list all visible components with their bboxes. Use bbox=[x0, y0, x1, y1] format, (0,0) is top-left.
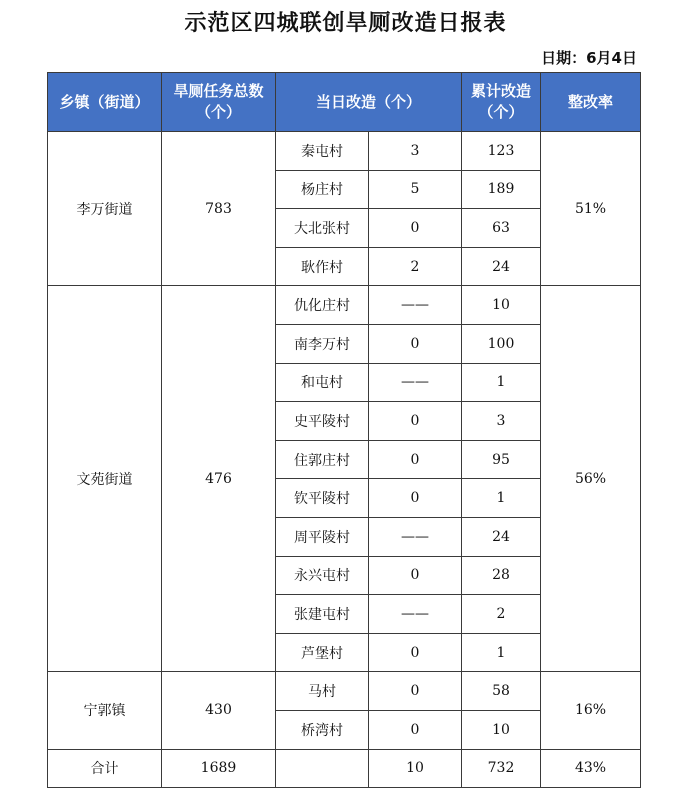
header-town bbox=[48, 73, 162, 132]
task-total-cell: 430 bbox=[162, 672, 276, 749]
today-count-cell: 0 bbox=[369, 672, 462, 711]
cumulative-count-cell: 24 bbox=[462, 517, 541, 556]
cumulative-count-cell: 100 bbox=[462, 324, 541, 363]
totals-rate-cell: 43% bbox=[541, 749, 641, 788]
cumulative-count-cell: 3 bbox=[462, 402, 541, 441]
header-cumulative bbox=[462, 73, 541, 132]
totals-row bbox=[48, 749, 641, 788]
header-task-total-label: 旱厕任务总数 bbox=[173, 82, 264, 100]
village-cell: 仇化庄村 bbox=[276, 286, 369, 325]
village-cell: 马村 bbox=[276, 672, 369, 711]
today-count-cell: 0 bbox=[369, 633, 462, 672]
today-count-cell: 0 bbox=[369, 402, 462, 441]
village-cell: 大北张村 bbox=[276, 209, 369, 248]
table-row bbox=[48, 132, 641, 171]
today-count-cell: 0 bbox=[369, 556, 462, 595]
header-rate-label: 整改率 bbox=[568, 92, 614, 111]
today-count-cell: 3 bbox=[369, 132, 462, 171]
cumulative-count-cell: 28 bbox=[462, 556, 541, 595]
village-cell: 南李万村 bbox=[276, 324, 369, 363]
village-cell: 秦屯村 bbox=[276, 132, 369, 171]
totals-village-cell bbox=[276, 749, 369, 788]
village-cell: 住郭庄村 bbox=[276, 440, 369, 479]
today-count-cell: —— bbox=[369, 517, 462, 556]
cumulative-count-cell: 189 bbox=[462, 170, 541, 209]
header-today bbox=[276, 73, 462, 132]
town-cell: 李万街道 bbox=[48, 132, 162, 286]
today-count-cell: 0 bbox=[369, 324, 462, 363]
cumulative-count-cell: 63 bbox=[462, 209, 541, 248]
header-today-label: 当日改造（个） bbox=[316, 92, 422, 111]
header-cumulative-label: 累计改造 bbox=[471, 82, 532, 100]
cumulative-count-cell: 2 bbox=[462, 595, 541, 634]
report-date: 日期：6月4日 bbox=[541, 49, 637, 67]
village-cell: 史平陵村 bbox=[276, 402, 369, 441]
report-title: 示范区四城联创旱厕改造日报表 bbox=[184, 11, 507, 36]
today-count-cell: 0 bbox=[369, 209, 462, 248]
report-table bbox=[47, 72, 641, 788]
cumulative-count-cell: 10 bbox=[462, 710, 541, 749]
today-count-cell: 5 bbox=[369, 170, 462, 209]
today-count-cell: 0 bbox=[369, 710, 462, 749]
header-task-total bbox=[162, 73, 276, 132]
today-count-cell: —— bbox=[369, 595, 462, 634]
table-body bbox=[48, 132, 641, 788]
task-total-cell: 783 bbox=[162, 132, 276, 286]
header-town-label: 乡镇（街道） bbox=[59, 92, 150, 111]
village-cell: 芦堡村 bbox=[276, 633, 369, 672]
village-cell: 钦平陵村 bbox=[276, 479, 369, 518]
village-cell: 张建屯村 bbox=[276, 595, 369, 634]
today-count-cell: 2 bbox=[369, 247, 462, 286]
header-rate bbox=[541, 73, 641, 132]
village-cell: 和屯村 bbox=[276, 363, 369, 402]
today-count-cell: 0 bbox=[369, 440, 462, 479]
town-cell: 宁郭镇 bbox=[48, 672, 162, 749]
totals-today-cell: 10 bbox=[369, 749, 462, 788]
village-cell: 周平陵村 bbox=[276, 517, 369, 556]
cumulative-count-cell: 10 bbox=[462, 286, 541, 325]
table-header bbox=[48, 73, 641, 132]
task-total-cell: 476 bbox=[162, 286, 276, 672]
header-cumulative-unit: （个） bbox=[478, 103, 524, 121]
cumulative-count-cell: 58 bbox=[462, 672, 541, 711]
header-task-total-unit: （个） bbox=[195, 103, 241, 121]
cumulative-count-cell: 1 bbox=[462, 633, 541, 672]
town-cell: 文苑街道 bbox=[48, 286, 162, 672]
cumulative-count-cell: 1 bbox=[462, 479, 541, 518]
header-row bbox=[48, 73, 641, 132]
village-cell: 耿作村 bbox=[276, 247, 369, 286]
rate-cell: 51% bbox=[541, 132, 641, 286]
village-cell: 永兴屯村 bbox=[276, 556, 369, 595]
rate-cell: 56% bbox=[541, 286, 641, 672]
totals-cumulative-cell: 732 bbox=[462, 749, 541, 788]
cumulative-count-cell: 1 bbox=[462, 363, 541, 402]
table-row bbox=[48, 286, 641, 325]
today-count-cell: —— bbox=[369, 286, 462, 325]
village-cell: 桥湾村 bbox=[276, 710, 369, 749]
cumulative-count-cell: 123 bbox=[462, 132, 541, 171]
today-count-cell: 0 bbox=[369, 479, 462, 518]
rate-cell: 16% bbox=[541, 672, 641, 749]
totals-task-cell: 1689 bbox=[162, 749, 276, 788]
cumulative-count-cell: 24 bbox=[462, 247, 541, 286]
totals-label-cell: 合计 bbox=[48, 749, 162, 788]
village-cell: 杨庄村 bbox=[276, 170, 369, 209]
cumulative-count-cell: 95 bbox=[462, 440, 541, 479]
today-count-cell: —— bbox=[369, 363, 462, 402]
table-row bbox=[48, 672, 641, 711]
